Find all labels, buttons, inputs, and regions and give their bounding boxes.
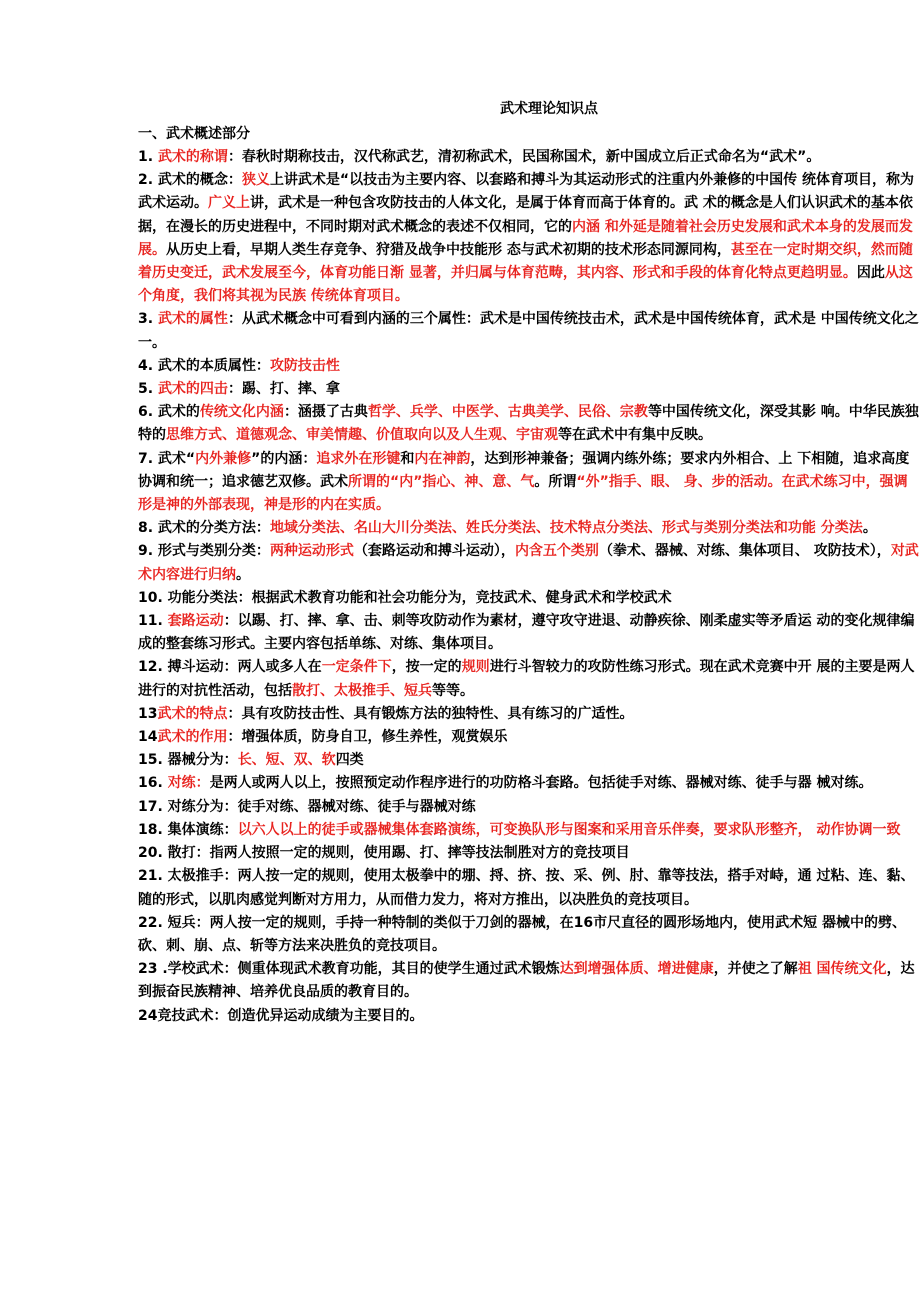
highlighted-text: 对武术内容进行归纳 <box>138 543 919 583</box>
highlighted-text: 武术的特点 <box>157 705 228 722</box>
highlighted-text: 长、短、双、软 <box>237 752 336 769</box>
paragraph-12 <box>138 656 920 702</box>
text-run: 5. <box>138 381 158 398</box>
text-run: 1. <box>138 149 158 165</box>
text-run: 。所谓 <box>534 473 577 490</box>
paragraph-13 <box>138 703 920 726</box>
text-run: 。 <box>862 520 877 537</box>
text-run: 四类 <box>335 752 364 769</box>
text-run: 7. 武术“ <box>138 450 196 467</box>
document-title: 武术理论知识点 <box>500 101 598 117</box>
paragraph-19 <box>138 842 920 865</box>
text-run: ，按一定的 <box>391 659 462 676</box>
paragraph-10 <box>138 587 920 610</box>
text-run: ：踢、打、摔、拿 <box>227 381 340 398</box>
highlighted-text: 追求外在形键 <box>316 450 401 467</box>
text-run: 3. <box>138 311 158 328</box>
highlighted-text: 一定条件下 <box>321 659 392 676</box>
text-run: 因此 <box>856 265 885 282</box>
text-run: 是两人或两人以上，按照预定动作程序进行的功防格斗套路。包括徒手对练、器械对练、徒手与器 械对练。 <box>209 775 873 792</box>
paragraph-18 <box>138 819 920 842</box>
text-run: ：从武术概念中可看到内涵的三个属性：武术是中国传统技击术，武术是中国传统体育，武术是 中国传统文化之一。 <box>138 311 919 351</box>
text-run: 9. 形式与类别分类： <box>138 543 270 560</box>
text-run: 13 <box>138 705 158 722</box>
text-run: ：具有攻防技击性、具有锻炼方法的独特性、具有练习的广适性。 <box>227 705 634 722</box>
highlighted-text: 广义上 <box>208 195 250 212</box>
text-run: ，达到振奋民族精神、培养优良品质的教育目的。 <box>138 961 915 1001</box>
text-run: 等在武术中有集中反映。 <box>558 427 712 444</box>
highlighted-text: 所谓的“内”指心、神、意、气 <box>348 473 535 490</box>
highlighted-text: 思维方式、道德观念、审美情趣、价值取向以及人生观、宇宙观 <box>166 427 558 444</box>
highlighted-text: 武术的属性 <box>157 311 228 328</box>
highlighted-text: 武术的四击 <box>157 381 228 398</box>
highlighted-text: 地域分类法、名山大川分类法、姓氏分类法、技术特点分类法、形式与类别分类法和功能 分类法 <box>269 520 863 537</box>
paragraph-23 <box>138 1005 920 1028</box>
text-run: 11. <box>138 613 168 630</box>
text-run: ”的内涵： <box>251 450 317 467</box>
highlighted-text: 内在神韵 <box>414 450 471 467</box>
highlighted-text: 攻防技击性 <box>269 357 340 374</box>
paragraph-1 <box>138 146 920 169</box>
paragraph-11 <box>138 610 920 656</box>
text-run: 23 .学校武术：侧重体现武术教育功能，其目的使学生通过武术锻炼 <box>138 961 560 978</box>
text-run: 15. 器械分为： <box>138 752 238 769</box>
text-run: 24竞技武术：创造优异运动成绩为主要目的。 <box>138 1007 424 1024</box>
text-run: 从历史上看，早期人类生存竞争、狩猎及战争中技能形 态与武术初期的技术形态同源同构， <box>166 241 731 258</box>
highlighted-text: 散打、太极推手、短兵 <box>292 682 432 699</box>
text-run: 等等。 <box>432 682 474 699</box>
highlighted-text: 祖 国传统文化 <box>797 961 887 978</box>
highlighted-text: 哲学、兵学、中医学、古典美学、民俗、宗教 <box>367 404 648 421</box>
highlighted-text: 达到增强体质、增进健康 <box>559 961 714 978</box>
highlighted-text: 内涵 和外延是随着社会历史发展和武术本身的发展而发展。 <box>138 218 913 258</box>
text-run: 16. <box>138 775 168 792</box>
text-run: （拳术、器械、对练、集体项目、 攻防技术）， <box>598 543 891 560</box>
text-run: 21. 太极推手：两人按一定的规则，使用太极拳中的堋、捋、挤、按、采、例、肘、靠等技法，搭手对峙，通 过粘、连、黏、随的形式，以肌肉感觉判断对方用力，从而借力发力，将对方推出，以决胜负的竞技项目。 <box>138 868 915 908</box>
paragraph-21 <box>138 912 920 958</box>
text-run: 8. 武术的分类方法： <box>138 520 270 537</box>
highlighted-text: 对练： <box>167 775 210 792</box>
highlighted-text: 以六人以上的徒手或器械集体套路演练，可变换队形与图案和采用音乐伴奏，要求队形整齐， 动作协调一致 <box>237 821 901 838</box>
text-run: 2. 武术的概念： <box>138 172 242 189</box>
highlighted-text: 传统文化内涵 <box>199 404 284 421</box>
highlighted-text: 规则 <box>461 659 490 676</box>
highlighted-text: 内含五个类别 <box>514 543 599 560</box>
text-run: 讲，武术是一种包含攻防技击的人体文化，是属于体育而高于体育的。武 术的概念是人们认识武术的基本依据，在漫长的历史进程中，不同时期对武术概念的表述不仅相同，它的 <box>138 195 913 235</box>
text-run: （套路运动和搏斗运动）， <box>353 543 515 560</box>
text-run: 4. 武术的本质属性： <box>138 357 270 374</box>
paragraph-22 <box>138 958 920 1004</box>
text-run: ：春秋时期称技击，汉代称武艺，清初称武术，民国称国术，新中国成立后正式命名为“武术”。 <box>227 149 821 165</box>
paragraph-5 <box>138 378 920 401</box>
text-run: ，达到形神兼备；强调内练外练；要求内外相合、上 下相随，追求高度协调和统一；追求德艺双修。武术 <box>138 450 910 490</box>
text-run: 12. 搏斗运动：两人或多人在 <box>138 659 322 676</box>
paragraph-7 <box>138 448 920 518</box>
text-run: ：以踢、打、摔、拿、击、刺等攻防动作为素材，遵守攻守进退、动静疾徐、刚柔虚实等矛盾运 动的变化规律编成的整套练习形式。主要内容包括单练、对练、集体项目。 <box>138 613 915 653</box>
paragraph-20 <box>138 865 920 911</box>
document-body <box>138 146 920 1028</box>
text-run: 等中国传统文化，深受其影 响。中华民族独特的 <box>138 404 919 444</box>
highlighted-text: 武术的称谓 <box>157 149 228 165</box>
text-run: 10. 功能分类法：根据武术教育功能和社会功能分为，竞技武术、健身武术和学校武术 <box>138 589 672 606</box>
highlighted-text: 甚至在一定时期交织，然而随着历史变迁，武术发展至今，体育功能日渐 显著，并归属与体育范畴，其内容、形式和手段的体育化特点更趋明显。 <box>138 241 913 282</box>
highlighted-text: 两种运动形式 <box>269 543 354 560</box>
text-run: 22. 短兵：两人按一定的规则，手持一种特制的类似于刀剑的器械，在16市尺直径的圆形场地内，使用武术短 器械中的劈、砍、刺、崩、点、斩等方法来决胜负的竞技项目。 <box>138 914 907 954</box>
section-heading: 一、武术概述部分 <box>138 126 250 142</box>
paragraph-6 <box>138 401 920 447</box>
text-run: 20. 散打：指两人按照一定的规则，使用踢、打、摔等技法制胜对方的竞技项目 <box>138 845 630 862</box>
highlighted-text: 狭义 <box>241 172 270 189</box>
text-run: 6. 武术的 <box>138 404 200 421</box>
text-run: 。 <box>236 566 250 583</box>
highlighted-text: 内外兼修 <box>195 450 252 467</box>
text-run: ：涵摄了古典 <box>283 404 368 421</box>
text-run: 17. 对练分为：徒手对练、器械对练、徒手与器械对练 <box>138 798 476 815</box>
paragraph-4 <box>138 355 920 378</box>
text-run: ，并使之了解 <box>713 961 798 978</box>
text-run: 进行斗智较力的攻防性练习形式。现在武术竞赛中开 展的主要是两人进行的对抗性活动，包括 <box>138 659 915 699</box>
paragraph-15 <box>138 749 920 772</box>
highlighted-text: 武术的作用 <box>157 729 228 746</box>
paragraph-8 <box>138 517 920 540</box>
text-run: 14 <box>138 729 158 746</box>
paragraph-14 <box>138 726 920 749</box>
highlighted-text: “外”指手、眼、 身、步的活动。在武术练习中，强调形是神的外部表现，神是形的内在实质。 <box>138 473 908 514</box>
text-run: 18. 集体演练： <box>138 821 238 838</box>
text-run: ：增强体质，防身自卫，修生养性，观赏娱乐 <box>227 729 508 746</box>
paragraph-17 <box>138 796 920 819</box>
paragraph-3 <box>138 308 920 354</box>
paragraph-2 <box>138 169 920 308</box>
text-run: 和 <box>400 450 415 467</box>
paragraph-16 <box>138 772 920 795</box>
paragraph-9 <box>138 540 920 586</box>
highlighted-text: 从这个角度，我们将其视为民族 传统体育项目。 <box>138 265 913 305</box>
highlighted-text: 套路运动 <box>167 613 224 630</box>
text-run: 上讲武术是“以技击为主要内容、以套路和搏斗为其运动形式的注重内外兼修的中国传 统体育项目，称为武术运动。 <box>138 172 915 212</box>
